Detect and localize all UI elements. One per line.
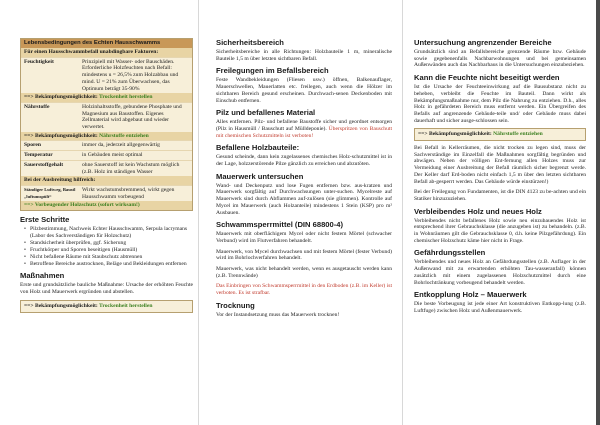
paragraph: Die beste Vorbeugung ist jede einer Art konstruktiven Entkopp-lung (z.B. Luftfuge) zwischen Holz und Außenmauerwerk. [414, 301, 586, 314]
paragraph: Verbleibendes nicht befallenes Holz sowie neu einzubauendes Holz ist entsprechend ihrer Gebrauchsklasse (die anzugeben ist) zu behandeln. (z.B. in Wohnräumen gilt die Gebrauchsklasse 0, d.h. keine Pilzgefährdung). Ein chemischer Holzschutz käme hier nicht in Frage. [414, 217, 586, 244]
measure-arrow: ==> Bekämpfungsmöglichkeit: Nährstoffe entziehen [21, 132, 192, 141]
list-item: • Betroffene Bereiche austrocknen, Beläge und Bekleidungen entfernen [26, 261, 193, 268]
section-title: Verbleibendes Holz und neues Holz [414, 206, 542, 216]
measure-arrow: ==> Bekämpfungsmöglichkeit: Nährstoffe entziehen [414, 128, 586, 141]
condition-key: Nährstoffe [24, 103, 50, 110]
conditions-box-subtitle: Für einen Hausschwammbefall unabdingbare Faktoren: [21, 48, 192, 57]
section-title: Trocknung [216, 300, 255, 310]
section-title: Mauerwerk untersuchen [216, 171, 304, 181]
paragraph: Bei Befall in Kellerräumen, die nicht trocken zu legen sind, muss der Sachverständige im Einzelfall die Maßnahmen sorgfältig begründen und abwägen. Neben der völligen Ent-fernung allen Holzes muss zur Vermeidung einer Ausbreitung der Befall räumlich sicher begrenzt werde. Der Keller darf Erd-boden nicht einfach 1,5 m über den letzten sichtbaren Befall ab-gesperrt werden. Das Gebäude würde einstürzen!) [414, 145, 586, 185]
condition-row [21, 140, 192, 150]
section-title: Freilegungen im Befallsbereich [216, 66, 329, 76]
section-title: Gefährdungsstellen [414, 248, 486, 258]
section-title: Entkopplung Holz – Mauerwerk [414, 290, 527, 300]
paragraph: Bei der Freilegung von Fundamenten, ist die DIN 4123 zu be-achten und ein Statiker hinzuzuziehen. [414, 189, 586, 202]
section-title: Kann die Feuchte nicht beseitigt werden [414, 73, 560, 83]
condition-key: Temperatur [24, 152, 53, 159]
condition-value: Prinzipiell mit Wasser- oder Bauschäden. Erforderliche Holzfeuchten nach Befall: mindestens u = 26,5% zum Holzabbau und mind. U = 21% zum Überwachsen, das Optimum beträgt 35-90% [82, 58, 179, 92]
paragraph: Gesund scheinde, dann kein zugelassenes chemisches Holz-schutzmittel ist in der Lage, holzzerstörende Pilze gänzlich zu erreichen und abzutöten. [216, 154, 392, 168]
paragraph: Verbleibendes und neues Holz an Gefährdungsstellen (z.B. Auflager in der Außenwand mit zu erwartenden erhöhten Tau-wasseranfall) können zusätzlich mit einem zugelassenen Holzschutzmittel durch eine Bohrlochtränkung vorbeugend behandelt werden. [414, 259, 586, 286]
paragraph: Erste und grundsätzliche bauliche Maßnahme: Ursache der erhöhten Feuchte von Holz und Mauerwerk ergründen und abstellen. [20, 282, 193, 296]
condition-key: Sauerstoffgehalt [24, 161, 64, 168]
conditions-box-title: Lebensbedingungen des Echten Hausschwamms [21, 39, 192, 48]
measure-arrow: ==> Bekämpfungsmöglichkeit: Trockenheit herstellen [21, 93, 192, 102]
condition-row [21, 185, 192, 201]
section-title: Befallene Holzbauteile: [216, 143, 300, 153]
condition-row [21, 57, 192, 94]
paragraph: Mauerwerk, was nicht behandelt werden, wenn es ausgetauscht werden kann (z.B. Trennwände) [216, 266, 392, 279]
first-steps-list [20, 226, 193, 267]
list-item: • Fruchtkörper und Sporen beseitigen (Hausmüll) [26, 247, 193, 254]
condition-value: Wirkt wachstumsbremmend, wirkt gegen Hausschwamm vorbeugend [82, 186, 175, 200]
list-item: • Pilzbestimmung, Nachweis Echter Hausschwamm, Serpula lacrymans (Labor des Sachverständigen für Holzschutz) [26, 226, 193, 239]
conditions-box [20, 38, 193, 211]
paragraph: Grundsätzlich sind an Befallsbereiche grenzende Räume bzw. Gebäude sowie gegebenenfalls Nachbarwohnungen und bei gemeinsamen Außenwänden auch das Nachbarhaus in die Untersuchungen einzubeziehen. [414, 49, 586, 69]
section-title: Schwammsperrmittel (DIN 68800-4) [216, 220, 344, 230]
condition-key: Ständiger Luftweg, Baustl „luftumspült“ [24, 186, 76, 199]
condition-value: Holzinhaltsstoffe, gebundene Phosphate und Magnesium aus Baustoffen. Eigenes Zellmaterial wird abgebaut und wieder verwertet. [82, 103, 182, 131]
condition-value: immer da, jederzeit allgegenwärtig [82, 142, 160, 149]
condition-row [21, 160, 192, 176]
section-title: Maßnahmen [20, 271, 65, 281]
paragraph: Mauerwerk, von Mycel durchwachsen und mit festem Mörtel (fester Verbund) wird im Bohrlochverfahren behandelt. [216, 248, 392, 262]
section-title: Pilz und befallenes Material [216, 108, 316, 118]
paragraph: Sicherheitsbereiche in alle Richtungen: Holzbauteile 1 m, mineralische Bauteile 1,5 m über letzten sichtbaren Befall. [216, 49, 392, 62]
condition-value: in Gebäuden meist optimal [82, 152, 143, 159]
paragraph: Feste Wandbekleidungen (Fliesen usw.) öffnen, Balkenauflager, Mauerschwellen, Mauerlatten etc. freilegen, auch wenn die Hölzer im sichtbaren Bereich gesund erscheinen. Durchwach-senen Deckenboden mit Einschub entfernen. [216, 77, 392, 104]
condition-row [21, 150, 192, 160]
condition-key: Feuchtigkeit [24, 58, 54, 65]
warning-text: Das Einbringen von Schwammsperrmittel in den Erdboden (z.B. im Keller) ist verboten. Es ist strafbar. [216, 283, 392, 297]
section-title: Sicherheitsbereich [216, 38, 284, 47]
section-title: Untersuchung angrenzender Bereiche [414, 38, 552, 47]
paragraph: Wand- und Deckenputz und lose Fugen entfernen bzw. aus-kratzen und Mauerwerk sorgfältig auf Durchwachsungen unter-suchen. Mycelreste auf Mauerwerk sind durch Abflammen auf-zulösen (sie glimmen). Kontrolle auf Mycel im Mauerwerk (auch Holzanteile) mindestens 1 Stein (KSP) pro m² Ausbauen. [216, 182, 392, 216]
section-title: Erste Schritte [20, 215, 70, 225]
paragraph: Vor der Instandsetzung muss das Mauerwerk trocknen! [216, 311, 340, 318]
column-left [0, 0, 198, 425]
column-right [402, 0, 600, 425]
condition-value: ohne Sauerstoff ist kein Wachstum möglich (z.B. Holz im ständigen Wasser [82, 161, 180, 175]
spread-title: Bei der Ausbreitung hilfreich: [21, 176, 192, 185]
prevention-arrow: ==> Vorbeugender Holzschutz (sofort wirksam!) [21, 201, 192, 210]
measure-arrow: ==> Bekämpfungsmöglichkeit: Trockenheit herstellen [20, 300, 193, 313]
list-item: • Nicht befallene Räume mit Staubschutz abtrennen [26, 254, 193, 261]
condition-row [21, 102, 192, 132]
paragraph: Mauerwerk mit oberflächigem Mycel oder nicht festem Mörtel (schwacher Verbund) wird im Flutverfahren behandelt. [216, 231, 392, 244]
condition-key: Sporen [24, 142, 41, 149]
list-item: • Standsicherheit überprüfen, ggf. Sicherung [26, 240, 193, 247]
column-middle [198, 0, 402, 425]
paragraph: Ist die Ursache der Feuchteeinwirkung auf die Bausubstanz nicht zu beheben, verbleibt die Feuchte im Bauteil. Dann wirkt als Bekämpfungsmaßnahme nur, dem Pilz die Nahrung zu entziehen. D.h., alles Holz in gefährdeten Bereich muss entfernt werden. Ein Übergreifen des Befalls auf angrenzende Gebäude-teile und/ oder Gebäude muss dabei dauerhaft und sicher ausge-schlossen sein. [414, 84, 586, 124]
paragraph: Alles entfernen. Pilz- und befallene Baustoffe sicher und geordnet entsorgen (Pilz in Hausmüll / Bauschutt auf Mülldeponie). Überspritzen von Bauschutt mit chemischen Schutzmitteln ist verboten! [216, 119, 393, 139]
